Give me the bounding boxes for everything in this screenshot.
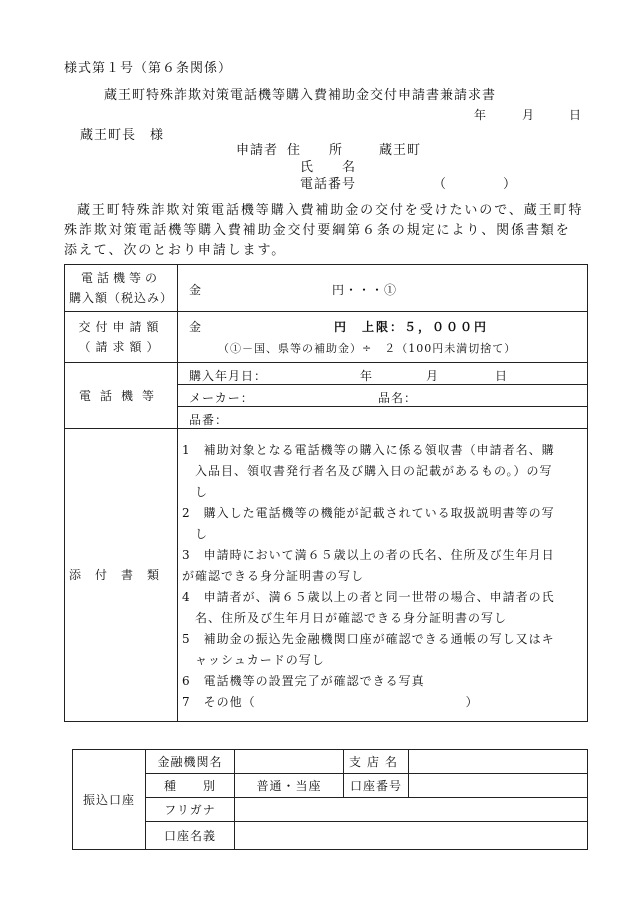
- date-year-label: 年: [474, 108, 488, 122]
- doc-item-1-cont2: し: [195, 484, 209, 499]
- account-type-label: 種 別: [146, 774, 235, 798]
- date-day-label: 日: [569, 108, 583, 122]
- form-number: 様式第１号（第６条関係）: [64, 61, 233, 76]
- purchase-year-label: 年: [360, 369, 374, 383]
- account-holder-input[interactable]: [235, 822, 588, 850]
- maker-cell[interactable]: [178, 385, 588, 407]
- purchase-month-label: 月: [426, 369, 440, 383]
- name-label: 氏 名: [300, 160, 357, 175]
- bank-row-holder: [73, 822, 588, 850]
- purchase-date-cell[interactable]: [178, 363, 588, 385]
- furigana-input[interactable]: [235, 798, 588, 822]
- addressee: 蔵王町長 様: [80, 128, 165, 143]
- doc-item-1-cont: 入品目、領収書発行者名及び購入日の記載があるもの。）の写: [195, 463, 553, 478]
- purchase-amount-row: [65, 265, 588, 312]
- account-holder-label: 口座名義: [146, 822, 235, 850]
- purchase-yen-prefix: 金: [189, 283, 203, 297]
- purchase-date-row: [65, 363, 588, 385]
- maker-label: メーカー：: [189, 391, 254, 405]
- product-name-label: 品名：: [378, 391, 418, 405]
- doc-item-2-cont: し: [195, 526, 209, 541]
- branch-label: 支店名: [344, 750, 409, 774]
- purchase-label-line1: 電話機等の: [80, 271, 161, 285]
- purchase-date-label: 購入年月日：: [189, 369, 268, 383]
- purchase-label-line2: 購入額（税込み）: [68, 291, 173, 305]
- doc-item-5-cont: ャッシュカードの写し: [195, 652, 325, 667]
- furigana-label: フリガナ: [146, 798, 235, 822]
- bank-section-label: 振込口座: [73, 750, 146, 850]
- grant-formula: （①－国、県等の補助金）÷ ２（100円未満切捨て）: [218, 342, 517, 355]
- product-number-label: 品番：: [189, 413, 229, 427]
- purchase-amount-label: [65, 265, 178, 312]
- phone-open-paren: （: [433, 177, 448, 192]
- phone-device-label: 電話機等: [65, 363, 178, 429]
- bank-row-furigana: [73, 798, 588, 822]
- doc-item-1: 1 補助対象となる電話機等の購入に係る領収書（申請者名、購: [182, 442, 555, 457]
- institution-input[interactable]: [235, 750, 344, 774]
- institution-label: 金融機関名: [146, 750, 235, 774]
- purchase-day-label: 日: [495, 369, 509, 383]
- purchase-amount-cell[interactable]: [178, 265, 588, 312]
- phone-close-paren: ）: [503, 177, 518, 192]
- product-number-cell[interactable]: [178, 407, 588, 429]
- phone-label: 電話番号: [300, 177, 357, 192]
- branch-input[interactable]: [409, 750, 588, 774]
- purchase-amount-suffix: 円・・・①: [332, 283, 398, 297]
- application-table: [64, 264, 588, 722]
- account-type-select[interactable]: 普通・当座: [235, 774, 344, 798]
- grant-amount-label: [65, 312, 178, 363]
- grant-amount-row: [65, 312, 588, 363]
- attachments-list: [178, 429, 588, 722]
- doc-item-4-cont: 名、住所及び生年月日が確認できる身分証明書の写し: [195, 610, 508, 625]
- date-month-label: 月: [522, 108, 536, 122]
- doc-item-2: 2 購入した電話機等の機能が記載されている取扱説明書等の写: [182, 505, 555, 520]
- bank-row-type: [73, 774, 588, 798]
- grant-yen-prefix: 金: [189, 320, 203, 334]
- bank-row-institution: [73, 750, 588, 774]
- doc-item-7: 7 その他（ ）: [182, 694, 479, 709]
- account-number-input[interactable]: [409, 774, 588, 798]
- attachments-row: [65, 429, 588, 722]
- doc-item-6: 6 電話機等の設置完了が確認できる写真: [182, 673, 425, 688]
- attachments-label: 添付書類: [65, 429, 178, 722]
- address-label: 住 所: [287, 143, 344, 158]
- applicant-label: 申請者: [236, 143, 279, 158]
- grant-limit-text: 円 上限：５，０００円: [334, 320, 489, 334]
- doc-item-5: 5 補助金の振込先金融機関口座が確認できる通帳の写し又はキ: [182, 631, 555, 646]
- doc-item-3: 3 申請時において満６５歳以上の者の氏名、住所及び生年月日: [182, 547, 555, 562]
- grant-label-line1: 交付申請額: [78, 320, 164, 334]
- doc-item-3-cont: が確認できる身分証明書の写し: [182, 568, 365, 583]
- body-text: 蔵王町特殊詐欺対策電話機等購入費補助金の交付を受けたいので、蔵王町特殊詐欺対策電話機等購入費補助金交付要綱第６条の規定により、関係書類を添えて、次のとおり申請します。: [64, 203, 584, 258]
- bank-account-table: [72, 749, 588, 850]
- account-number-label: 口座番号: [344, 774, 409, 798]
- address-value: 蔵王町: [379, 143, 422, 158]
- doc-item-4: 4 申請者が、満６５歳以上の者と同一世帯の場合、申請者の氏: [182, 589, 555, 604]
- document-title: 蔵王町特殊詐欺対策電話機等購入費補助金交付申請書兼請求書: [104, 88, 497, 103]
- grant-amount-cell[interactable]: [178, 312, 588, 363]
- grant-label-line2: （請求額）: [78, 340, 164, 354]
